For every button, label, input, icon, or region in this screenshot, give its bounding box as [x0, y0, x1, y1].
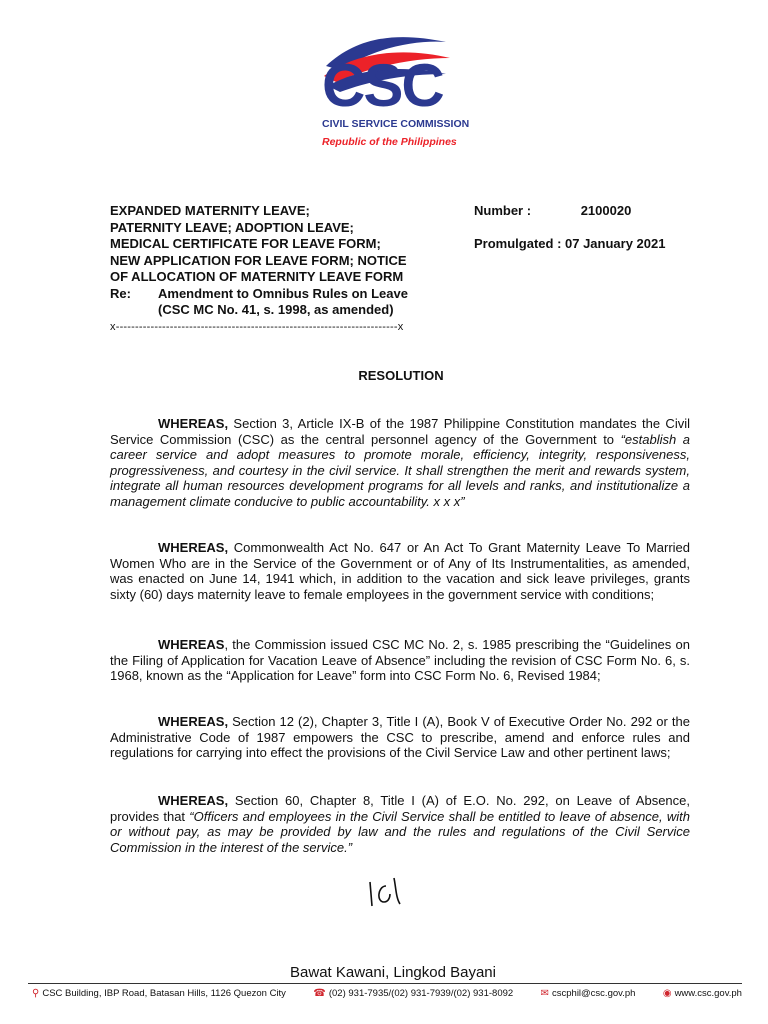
telephone-icon: ☎	[313, 988, 326, 999]
re-line: (CSC MC No. 41, s. 1998, as amended)	[158, 302, 394, 317]
whereas-paragraph	[110, 714, 690, 761]
number-value: 2100020	[580, 203, 632, 218]
re-row	[110, 286, 460, 319]
document-heading	[0, 368, 768, 383]
logo-commission-text: CIVIL SERVICE COMMISSION	[322, 118, 470, 130]
logo-wordmark: CSC	[322, 52, 443, 119]
website-text[interactable]: www.csc.gov.ph	[674, 988, 742, 999]
email-text[interactable]: cscphil@csc.gov.ph	[552, 988, 636, 999]
paragraph-text: , the Commission issued CSC MC No. 2, s. 1985 prescribing the “Guidelines on the Filing of Application for Vacation Leave of Absence” including the revision of CSC Form No. 6, s. 1968, known as the “Application for Leave” form into CSC Form No. 6, Revised 1984;	[110, 637, 690, 683]
promulgated-date: Promulgated : 07 January 2021	[474, 236, 666, 251]
footer-rule	[28, 983, 742, 984]
whereas-lead: WHEREAS,	[158, 714, 229, 729]
paragraph-text: Section 12 (2), Chapter 3, Title I (A), Book V of Executive Order No. 292 or the Administrative Code of 1987 empowers the CSC to prescribe, amend and enforce rules and regulations for carrying into effect the provisions of the Civil Service Law and other pertinent laws;	[110, 714, 690, 760]
email-icon: ✉	[540, 988, 549, 999]
subject-line: NEW APPLICATION FOR LEAVE FORM; NOTICE	[110, 252, 407, 268]
paragraph-text: Commonwealth Act No. 647 or An Act To Grant Maternity Leave To Married Women Who are in the Service of the Government or of Any of Its Instrumentalities, as amended, was enacted on June 14, 1941 which, in addition to the vacation and sick leave privileges, grants sixty (60) days maternity leave to female employees in the government service with conditions;	[110, 540, 690, 602]
globe-icon: ◉	[662, 988, 672, 999]
subject-block	[110, 203, 460, 319]
number-label: Number :	[474, 203, 532, 218]
address-text: CSC Building, IBP Road, Batasan Hills, 1126 Quezon City	[42, 988, 286, 999]
footer-email[interactable]	[541, 988, 636, 999]
subject-line: OF ALLOCATION OF MATERNITY LEAVE FORM	[110, 269, 404, 284]
whereas-paragraph	[110, 637, 690, 684]
whereas-paragraph	[110, 540, 690, 602]
paragraph-text: Section 60, Chapter 8, Title I (A) of E.O. No. 292, on Leave of Absence, provides that	[110, 793, 690, 824]
whereas-lead: WHEREAS,	[158, 793, 229, 808]
whereas-lead: WHEREAS,	[158, 416, 229, 431]
paragraph-quote: “establish a career service and adopt measures to promote morale, efficiency, integrity, responsiveness, progressiveness, and courtesy in the civil service. It shall strengthen the merit and rewards system, integrate all human resources development programs for all levels and ranks, and institutionalize a management climate conducive to public accountability. x x x”	[110, 431, 691, 509]
re-line: Amendment to Omnibus Rules on Leave	[158, 285, 408, 301]
heading-text: RESOLUTION	[358, 368, 444, 383]
whereas-lead: WHEREAS,	[158, 540, 229, 555]
location-pin-icon: ⚲	[32, 988, 40, 999]
footer-website[interactable]	[663, 988, 742, 999]
whereas-paragraph	[110, 416, 690, 509]
footer-phone	[313, 988, 513, 999]
initials-signature	[366, 872, 406, 912]
motto	[0, 964, 768, 981]
whereas-paragraph	[110, 793, 690, 855]
resolution-meta	[474, 203, 665, 253]
phone-text: (02) 931-7935/(02) 931-7939/(02) 931-8092	[328, 988, 514, 999]
footer-address	[32, 988, 286, 999]
footer-contacts	[32, 988, 742, 999]
motto-text: Bawat Kawani, Lingkod Bayani	[290, 964, 496, 981]
paragraph-text: Section 3, Article IX-B of the 1987 Philippine Constitution mandates the Civil Service Commission (CSC) as the central personnel agency of the Government to	[110, 416, 690, 447]
subject-line: MEDICAL CERTIFICATE FOR LEAVE FORM;	[110, 236, 381, 251]
paragraph-quote: “Officers and employees in the Civil Service shall be entitled to leave of absence, with or without pay, as may be provided by law and the rules and regulations of the Civil Service Commission in the interest of the service.”	[110, 808, 690, 855]
divider-line: x-------------------------------------------------------------------------x	[110, 321, 404, 333]
subject-line: PATERNITY LEAVE; ADOPTION LEAVE;	[110, 219, 354, 235]
re-label: Re:	[110, 285, 131, 301]
logo-republic-text: Republic of the Philippines	[322, 136, 457, 148]
subject-line: EXPANDED MATERNITY LEAVE;	[110, 203, 310, 218]
whereas-lead: WHEREAS	[158, 637, 225, 652]
